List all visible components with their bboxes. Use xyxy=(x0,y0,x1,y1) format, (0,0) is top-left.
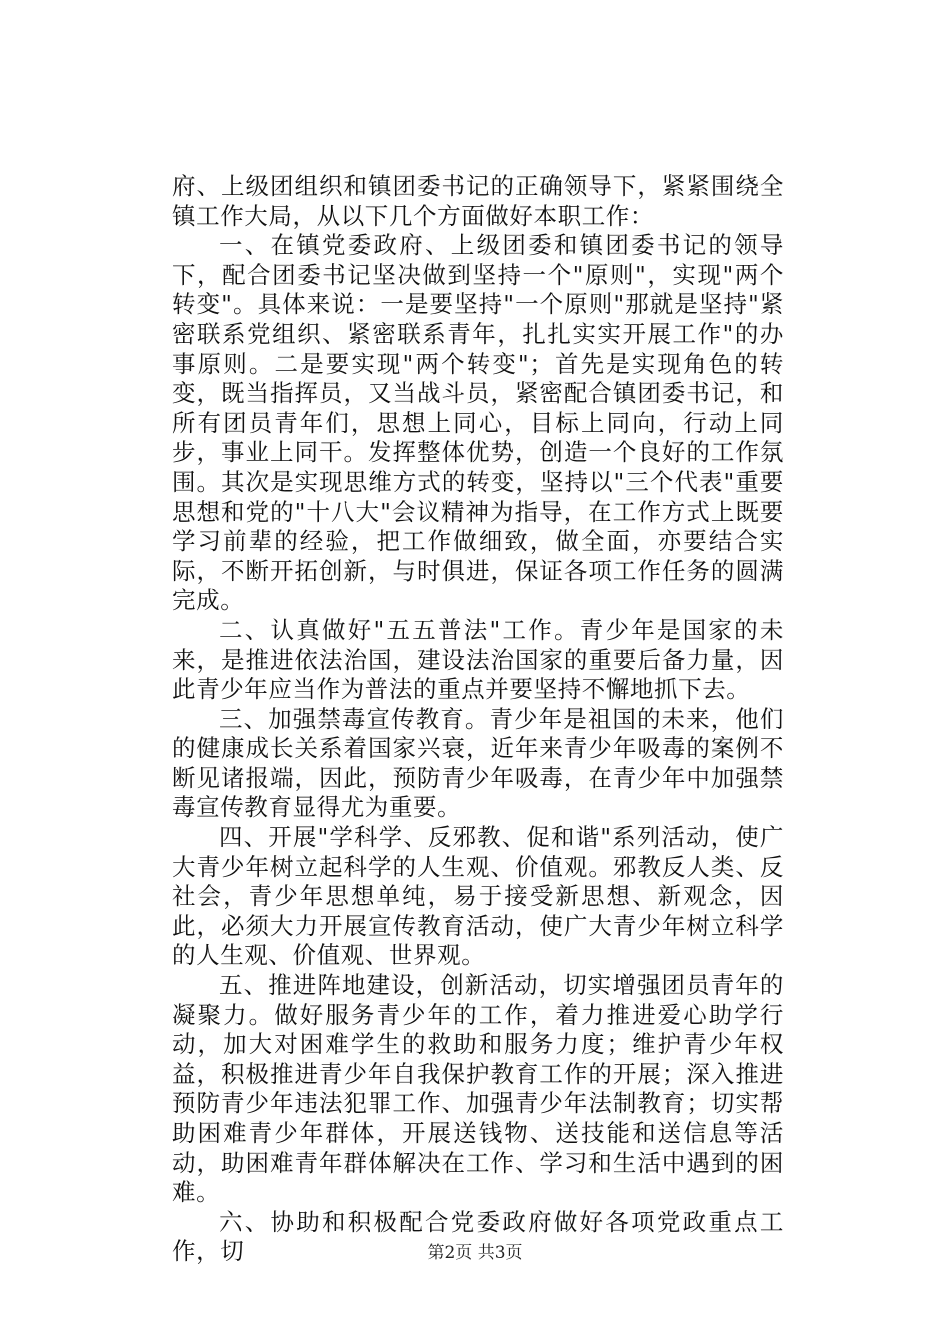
paragraph-item-2: 二、认真做好"五五普法"工作。青少年是国家的未来，是推进依法治国，建设法治国家的重要后备力量，因此青少年应当作为普法的重点并要坚持不懈地抓下去。 xyxy=(172,615,784,704)
page-number-footer: 第2页 共3页 xyxy=(427,1243,523,1263)
paragraph-item-4: 四、开展"学科学、反邪教、促和谐"系列活动，使广大青少年树立起科学的人生观、价值观。邪教反人类、反社会，青少年思想单纯，易于接受新思想、新观念，因此，必须大力开展宣传教育活动，使广大青少年树立科学的人生观、价值观、世界观。 xyxy=(172,823,784,970)
paragraph-item-5: 五、推进阵地建设，创新活动，切实增强团员青年的凝聚力。做好服务青少年的工作，着力推进爱心助学行动，加大对困难学生的救助和服务力度；维护青少年权益，积极推进青少年自我保护教育工作的开展；深入推进预防青少年违法犯罪工作、加强青少年法制教育；切实帮助困难青少年群体，开展送钱物、送技能和送信息等活动，助困难青年群体解决在工作、学习和生活中遇到的困难。 xyxy=(172,971,784,1207)
paragraph-item-1: 一、在镇党委政府、上级团委和镇团委书记的领导下，配合团委书记坚决做到坚持一个"原则"，实现"两个转变"。具体来说：一是要坚持"一个原则"那就是坚持"紧密联系党组织、紧密联系青年，扎扎实实开展工作"的办事原则。二是要实现"两个转变"；首先是实现角色的转变，既当指挥员，又当战斗员，紧密配合镇团委书记，和所有团员青年们，思想上同心，目标上同向，行动上同步，事业上同干。发挥整体优势，创造一个良好的工作氛围。其次是实现思维方式的转变，坚持以"三个代表"重要思想和党的"十八大"会议精神为指导，在工作方式上既要学习前辈的经验，把工作做细致，做全面，亦要结合实际，不断开拓创新，与时俱进，保证各项工作任务的圆满完成。 xyxy=(172,231,784,615)
paragraph-continuation: 府、上级团组织和镇团委书记的正确领导下，紧紧围绕全镇工作大局，从以下几个方面做好本职工作： xyxy=(172,172,784,230)
paragraph-item-3: 三、加强禁毒宣传教育。青少年是祖国的未来，他们的健康成长关系着国家兴衰，近年来青少年吸毒的案例不断见诸报端，因此，预防青少年吸毒，在青少年中加强禁毒宣传教育显得尤为重要。 xyxy=(172,704,784,822)
paragraph-item-6: 六、协助和积极配合党委政府做好各项党政重点工作，切 xyxy=(172,1207,784,1266)
document-body xyxy=(172,172,784,1267)
